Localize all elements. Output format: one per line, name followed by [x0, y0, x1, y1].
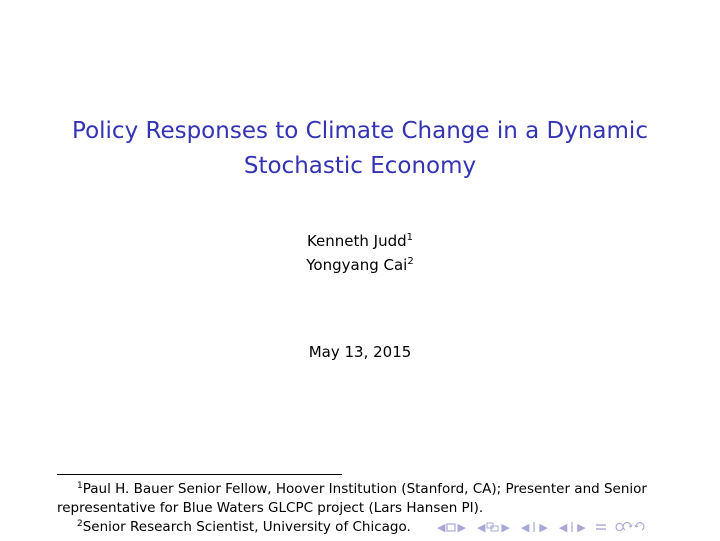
footnote-mark: 1	[406, 232, 414, 243]
nav-frame-group[interactable]	[436, 521, 467, 534]
frame-icon	[446, 523, 456, 532]
footnote-1	[57, 480, 657, 518]
nav-right-arrow-icon[interactable]: ▶	[457, 520, 466, 534]
author-line	[0, 253, 720, 277]
nav-section-group[interactable]	[520, 521, 549, 534]
author-line	[0, 229, 720, 253]
footnote-mark: 1	[77, 481, 83, 491]
footnote-text: Paul H. Bauer Senior Fellow, Hoover Institution (Stanford, CA); Presenter and Senior representative for Blue Waters GLCPC project (Lars Hansen PI).	[57, 481, 647, 516]
subsection-icon	[486, 522, 500, 532]
nav-left-arrow-icon[interactable]: ◀	[437, 520, 446, 534]
nav-appendix-group[interactable]	[596, 523, 606, 531]
nav-left-arrow-icon[interactable]: ◀	[476, 520, 486, 534]
nav-right-arrow-icon[interactable]: ▶	[501, 520, 510, 534]
nav-left-arrow-icon[interactable]: ◀	[520, 520, 530, 534]
nav-right-arrow-icon[interactable]: ▶	[539, 520, 548, 534]
footnote-mark: 2	[77, 519, 83, 529]
slide-title: Policy Responses to Climate Change in a Dynamic Stochastic Economy	[72, 118, 648, 179]
footnote-rule	[57, 474, 342, 475]
appendix-icon	[596, 523, 606, 531]
search-icon[interactable]	[615, 522, 647, 532]
author-block	[0, 229, 720, 277]
nav-right-arrow-icon[interactable]: ▶	[577, 520, 586, 534]
footnote-text: Senior Research Scientist, University of Chicago.	[82, 519, 411, 535]
nav-left-arrow-icon[interactable]: ◀	[558, 520, 568, 534]
section-icon	[530, 522, 538, 532]
footnote-mark: 2	[407, 256, 414, 267]
slide-icon	[568, 522, 576, 532]
nav-search-group[interactable]	[615, 522, 647, 532]
slide-date: May 13, 2015	[308, 343, 412, 361]
beamer-navigation	[436, 518, 656, 536]
author-name: Kenneth Judd	[306, 232, 407, 250]
author-name: Yongyang Cai	[306, 256, 408, 274]
nav-slide-group[interactable]	[558, 521, 587, 534]
nav-subsection-group[interactable]	[476, 521, 511, 534]
